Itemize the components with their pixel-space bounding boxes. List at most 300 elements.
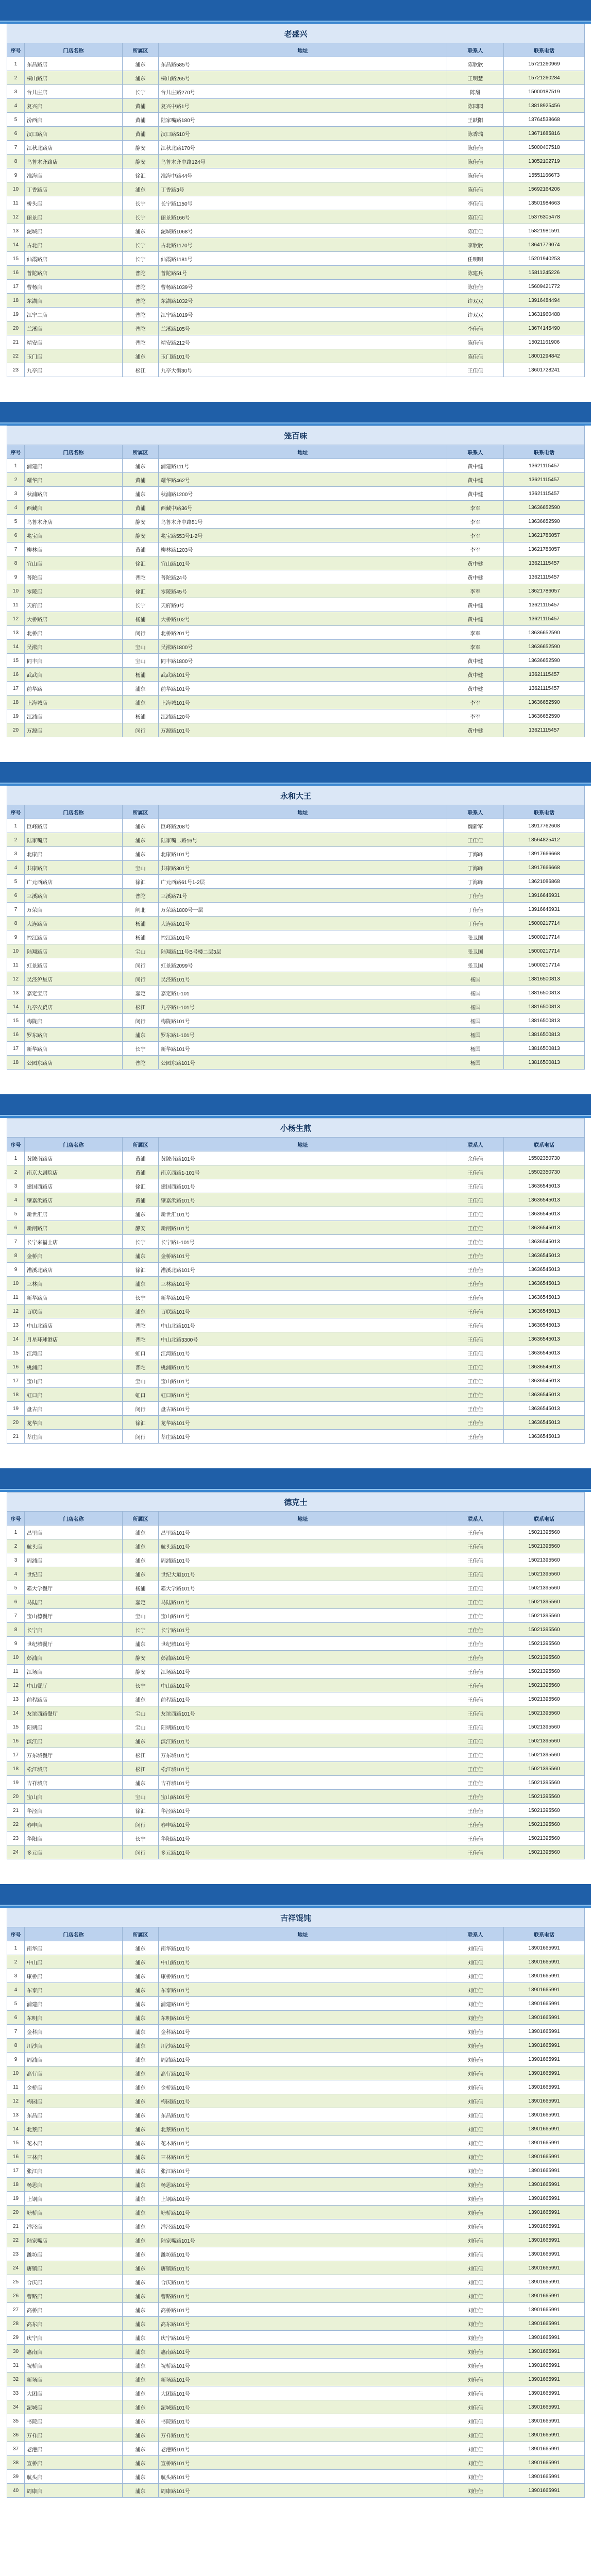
contact-phone: 13901665991: [504, 2289, 585, 2303]
contact-phone: 13901665991: [504, 2108, 585, 2122]
column-header: 所属区: [123, 43, 159, 57]
row-number: 6: [7, 2011, 25, 2025]
contact-person: 王佳佳: [447, 1179, 504, 1193]
contact-person: 魏新军: [447, 819, 504, 833]
address: 莘庄路101号: [159, 1430, 447, 1444]
contact-phone: 13901665991: [504, 2484, 585, 2498]
district: 浦东: [123, 2470, 159, 2484]
contact-person: 张卫国: [447, 958, 504, 972]
district: 闵行: [123, 972, 159, 986]
row-number: 19: [7, 308, 25, 321]
row-number: 11: [7, 958, 25, 972]
contact-phone: 13816500813: [504, 1028, 585, 1042]
district: 普陀: [123, 570, 159, 584]
store-name: 宝山店: [25, 1374, 123, 1388]
district: 长宁: [123, 210, 159, 224]
section-title: 永和大王: [7, 786, 585, 805]
row-number: 3: [7, 85, 25, 99]
row-number: 9: [7, 1637, 25, 1651]
table-row: [7, 1346, 585, 1360]
contact-person: 李军: [447, 584, 504, 598]
row-number: 30: [7, 2345, 25, 2359]
table-row: [7, 1553, 585, 1567]
table-row: [7, 501, 585, 515]
contact-person: 刘佳佳: [447, 2345, 504, 2359]
address: 阳朔路101号: [159, 1720, 447, 1734]
store-name: 桐山路店: [25, 71, 123, 85]
contact-person: 刘佳佳: [447, 1983, 504, 1997]
address: 万荣路1800号一层: [159, 903, 447, 917]
district: 浦东: [123, 2080, 159, 2094]
store-name: 吴淞店: [25, 640, 123, 654]
contact-person: 杨国: [447, 972, 504, 986]
row-number: 35: [7, 2414, 25, 2428]
contact-person: 刘佳佳: [447, 2192, 504, 2206]
contact-person: 张卫国: [447, 930, 504, 944]
district: 杨浦: [123, 612, 159, 626]
row-number: 14: [7, 238, 25, 252]
table-row: [7, 1249, 585, 1263]
store-name: 高行店: [25, 2066, 123, 2080]
address: 江湾路101号: [159, 1346, 447, 1360]
store-name: 友谊西路餐厅: [25, 1706, 123, 1720]
column-header: 联系电话: [504, 43, 585, 57]
district: 闵行: [123, 1845, 159, 1859]
address: 梅园路101号: [159, 2094, 447, 2108]
table-row: [7, 1997, 585, 2011]
store-name: 花木店: [25, 2136, 123, 2150]
row-number: 8: [7, 917, 25, 930]
contact-person: 王佳佳: [447, 1539, 504, 1553]
table-row: [7, 2484, 585, 2498]
contact-person: 李军: [447, 529, 504, 543]
row-number: 2: [7, 1955, 25, 1969]
store-name: 浦建店: [25, 459, 123, 473]
address: 宝山路101号: [159, 1790, 447, 1804]
district: 浦东: [123, 224, 159, 238]
contact-person: 李军: [447, 501, 504, 515]
section-title: 笼百味: [7, 426, 585, 445]
contact-phone: 13901665991: [504, 1983, 585, 1997]
table-row: [7, 1623, 585, 1637]
contact-phone: 13901665991: [504, 2470, 585, 2484]
address: 长宁路101号: [159, 1623, 447, 1637]
district: 普陀: [123, 1318, 159, 1332]
table-row: [7, 2400, 585, 2414]
store-name: 南京大剧院店: [25, 1165, 123, 1179]
contact-person: 陈香瑞: [447, 127, 504, 141]
row-number: 20: [7, 1790, 25, 1804]
contact-phone: 13636545013: [504, 1207, 585, 1221]
store-name: 丽景店: [25, 210, 123, 224]
table-row: [7, 2331, 585, 2345]
row-number: 10: [7, 2066, 25, 2080]
table-row: [7, 1776, 585, 1790]
district: 浦东: [123, 2150, 159, 2164]
contact-phone: 13901665991: [504, 2094, 585, 2108]
table-row: [7, 1165, 585, 1179]
contact-phone: 13636545013: [504, 1402, 585, 1416]
address: 周浦路101号: [159, 1553, 447, 1567]
contact-phone: 13901665991: [504, 2428, 585, 2442]
row-number: 5: [7, 1581, 25, 1595]
row-number: 19: [7, 709, 25, 723]
section-banner: [0, 0, 591, 24]
contact-person: 王佳佳: [447, 1790, 504, 1804]
store-name: 公园东路店: [25, 1056, 123, 1070]
contact-person: 刘佳佳: [447, 2039, 504, 2053]
district: 浦东: [123, 2219, 159, 2233]
address: 万东城101号: [159, 1748, 447, 1762]
address: 南华路101号: [159, 1941, 447, 1955]
contact-phone: 15021395560: [504, 1651, 585, 1665]
address: 中山北路3300号: [159, 1332, 447, 1346]
table-row: [7, 1277, 585, 1291]
store-name: 泥城店: [25, 224, 123, 238]
district: 黄浦: [123, 99, 159, 113]
store-section: [0, 402, 591, 737]
contact-person: 刘佳佳: [447, 2442, 504, 2456]
district: 静安: [123, 529, 159, 543]
table-row: [7, 1637, 585, 1651]
store-name: 梅陇店: [25, 1014, 123, 1028]
store-name: 滨江店: [25, 1734, 123, 1748]
row-number: 17: [7, 1748, 25, 1762]
store-name: 肇嘉浜路店: [25, 1193, 123, 1207]
store-name: 淮海店: [25, 168, 123, 182]
store-name: 书院店: [25, 2414, 123, 2428]
address: 前华路101号: [159, 682, 447, 696]
row-number: 7: [7, 543, 25, 556]
address: 江秋北路170号: [159, 141, 447, 155]
store-name: 世纪店: [25, 1567, 123, 1581]
contact-phone: 13636545013: [504, 1193, 585, 1207]
address: 大连路101号: [159, 917, 447, 930]
contact-phone: 13636545013: [504, 1249, 585, 1263]
contact-person: 王佳佳: [447, 1818, 504, 1832]
contact-person: 刘佳佳: [447, 2247, 504, 2261]
address: 桐山路265号: [159, 71, 447, 85]
contact-phone: 15021395560: [504, 1567, 585, 1581]
store-name: 台儿庄店: [25, 85, 123, 99]
store-name: 大桥路店: [25, 612, 123, 626]
store-name: 三林店: [25, 2150, 123, 2164]
row-number: 9: [7, 930, 25, 944]
contact-person: 刘佳佳: [447, 2359, 504, 2372]
store-name: 巨峰路店: [25, 819, 123, 833]
store-name: 万祥店: [25, 2428, 123, 2442]
district: 徐汇: [123, 1263, 159, 1277]
store-name: 天府店: [25, 598, 123, 612]
district: 长宁: [123, 238, 159, 252]
address: 罗东路1-101号: [159, 1028, 447, 1042]
contact-phone: 13621115457: [504, 487, 585, 501]
address: 长宁路1150号: [159, 196, 447, 210]
row-number: 4: [7, 99, 25, 113]
address: 曹路路101号: [159, 2289, 447, 2303]
address: 兰溪路105号: [159, 321, 447, 335]
store-name: 长宁店: [25, 1623, 123, 1637]
table-row: [7, 1318, 585, 1332]
district: 黄浦: [123, 1151, 159, 1165]
contact-person: 刘佳佳: [447, 2331, 504, 2345]
contact-phone: 13636545013: [504, 1291, 585, 1304]
contact-phone: 13901665991: [504, 2359, 585, 2372]
contact-person: 李欣欣: [447, 238, 504, 252]
district: 松江: [123, 363, 159, 377]
table-row: [7, 2011, 585, 2025]
store-name: 周康店: [25, 2484, 123, 2498]
row-number: 6: [7, 127, 25, 141]
store-name: 新华路店: [25, 1291, 123, 1304]
district: 静安: [123, 515, 159, 529]
address: 零陵路45号: [159, 584, 447, 598]
row-number: 5: [7, 515, 25, 529]
address: 高行路101号: [159, 2066, 447, 2080]
row-number: 33: [7, 2386, 25, 2400]
table-row: [7, 196, 585, 210]
column-header: 序号: [7, 43, 25, 57]
address: 吴淞路1800号: [159, 640, 447, 654]
store-name: 南华店: [25, 1941, 123, 1955]
contact-person: 刘佳佳: [447, 1955, 504, 1969]
store-name: 周浦店: [25, 2053, 123, 2066]
table-row: [7, 2275, 585, 2289]
contact-phone: 13917666668: [504, 847, 585, 861]
row-number: 24: [7, 1845, 25, 1859]
address: 华阳路101号: [159, 1832, 447, 1845]
contact-phone: 13621786057: [504, 584, 585, 598]
row-number: 13: [7, 2108, 25, 2122]
table-row: [7, 861, 585, 875]
contact-phone: 15551166673: [504, 168, 585, 182]
row-number: 18: [7, 696, 25, 709]
address: 长宁路1-101号: [159, 1235, 447, 1249]
store-name: 新闸路店: [25, 1221, 123, 1235]
district: 宝山: [123, 1706, 159, 1720]
contact-person: 王佳佳: [447, 1706, 504, 1720]
column-header: 所属区: [123, 1512, 159, 1526]
column-header: 联系电话: [504, 1927, 585, 1941]
table-row: [7, 349, 585, 363]
table-row: [7, 986, 585, 1000]
address: 盘古路101号: [159, 1402, 447, 1416]
row-number: 23: [7, 363, 25, 377]
contact-phone: 13901665991: [504, 1955, 585, 1969]
address: 万源路101号: [159, 723, 447, 737]
table-row: [7, 2303, 585, 2317]
contact-phone: 13621086868: [504, 875, 585, 889]
contact-person: 刘佳佳: [447, 2011, 504, 2025]
contact-phone: 15000217714: [504, 944, 585, 958]
contact-phone: 13818925456: [504, 99, 585, 113]
contact-phone: 15021395560: [504, 1706, 585, 1720]
district: 浦东: [123, 2192, 159, 2206]
address: 新闸路101号: [159, 1221, 447, 1235]
contact-phone: 15021395560: [504, 1776, 585, 1790]
column-header: 联系人: [447, 445, 504, 459]
district: 浦东: [123, 2442, 159, 2456]
address: 复兴中路1号: [159, 99, 447, 113]
address: 梅陇路101号: [159, 1014, 447, 1028]
table-row: [7, 2345, 585, 2359]
district: 浦东: [123, 2289, 159, 2303]
contact-phone: 13621115457: [504, 556, 585, 570]
contact-person: 陈佳佳: [447, 182, 504, 196]
table-row: [7, 1056, 585, 1070]
row-number: 1: [7, 1526, 25, 1539]
store-name: 东湖店: [25, 294, 123, 308]
row-number: 22: [7, 349, 25, 363]
district: 长宁: [123, 1235, 159, 1249]
table-row: [7, 1581, 585, 1595]
district: 长宁: [123, 1291, 159, 1304]
contact-phone: 13901665991: [504, 1969, 585, 1983]
contact-phone: 13764538668: [504, 113, 585, 127]
district: 静安: [123, 1651, 159, 1665]
contact-person: 陈佳佳: [447, 224, 504, 238]
column-header: 联系电话: [504, 1138, 585, 1151]
district: 浦东: [123, 2066, 159, 2080]
store-name: 高东店: [25, 2317, 123, 2331]
contact-phone: 13621115457: [504, 668, 585, 682]
district: 普陀: [123, 1332, 159, 1346]
section-gap: [0, 377, 591, 402]
row-number: 3: [7, 1179, 25, 1193]
table-row: [7, 1818, 585, 1832]
contact-person: 王佳佳: [447, 1776, 504, 1790]
address: 漕溪北路101号: [159, 1263, 447, 1277]
table-row: [7, 487, 585, 501]
table-row: [7, 1291, 585, 1304]
store-name: 秋浦路店: [25, 487, 123, 501]
table-row: [7, 2066, 585, 2080]
row-number: 9: [7, 2053, 25, 2066]
table-row: [7, 570, 585, 584]
address: 新华路101号: [159, 1042, 447, 1056]
store-name: 杨思店: [25, 2178, 123, 2192]
address: 彭浦路101号: [159, 1651, 447, 1665]
row-number: 39: [7, 2470, 25, 2484]
store-name: 兆宝店: [25, 529, 123, 543]
store-section: [0, 1884, 591, 2498]
address: 马陆路101号: [159, 1595, 447, 1609]
column-header: 联系人: [447, 1138, 504, 1151]
store-name: 仙霞路店: [25, 252, 123, 266]
district: 闵行: [123, 723, 159, 737]
store-name: 华阳店: [25, 1832, 123, 1845]
address: 浦建路101号: [159, 1997, 447, 2011]
store-name: 世纪城餐厅: [25, 1637, 123, 1651]
row-number: 5: [7, 1997, 25, 2011]
row-number: 13: [7, 986, 25, 1000]
address: 丁香路3号: [159, 182, 447, 196]
table-row: [7, 2122, 585, 2136]
contact-phone: 13601728241: [504, 363, 585, 377]
district: 浦东: [123, 2178, 159, 2192]
address: 友谊西路101号: [159, 1706, 447, 1720]
store-name: 汉口路店: [25, 127, 123, 141]
district: 浦东: [123, 459, 159, 473]
address: 玉门路101号: [159, 349, 447, 363]
contact-phone: 13636545013: [504, 1416, 585, 1430]
contact-phone: 13901665991: [504, 2039, 585, 2053]
address: 东泰路101号: [159, 1983, 447, 1997]
row-number: 28: [7, 2317, 25, 2331]
row-number: 17: [7, 682, 25, 696]
table-row: [7, 280, 585, 294]
contact-person: 黄中健: [447, 570, 504, 584]
contact-person: 黄中健: [447, 668, 504, 682]
table-row: [7, 584, 585, 598]
contact-person: 陈甜: [447, 85, 504, 99]
table-row: [7, 2289, 585, 2303]
row-number: 11: [7, 2080, 25, 2094]
contact-person: 王佳佳: [447, 1221, 504, 1235]
contact-person: 杨国: [447, 1014, 504, 1028]
table-row: [7, 2080, 585, 2094]
row-number: 18: [7, 1056, 25, 1070]
row-number: 16: [7, 1360, 25, 1374]
district: 长宁: [123, 1042, 159, 1056]
contact-phone: 13917666668: [504, 861, 585, 875]
district: 徐汇: [123, 1804, 159, 1818]
row-number: 17: [7, 1374, 25, 1388]
contact-phone: 13901665991: [504, 2053, 585, 2066]
section-title: 吉祥馄饨: [7, 1908, 585, 1927]
contact-phone: 13621115457: [504, 459, 585, 473]
contact-person: 陈佳佳: [447, 280, 504, 294]
row-number: 34: [7, 2400, 25, 2414]
contact-phone: 13636652590: [504, 501, 585, 515]
contact-person: 刘佳佳: [447, 2400, 504, 2414]
contact-person: 陈佳佳: [447, 335, 504, 349]
store-name: 北桥店: [25, 626, 123, 640]
store-name: 长宁来福士店: [25, 1235, 123, 1249]
table-row: [7, 1734, 585, 1748]
column-header: 序号: [7, 445, 25, 459]
contact-phone: 13816500813: [504, 1056, 585, 1070]
table-row: [7, 2025, 585, 2039]
row-number: 11: [7, 196, 25, 210]
address: 北蔡路101号: [159, 2122, 447, 2136]
row-number: 15: [7, 1346, 25, 1360]
district: 浦东: [123, 2261, 159, 2275]
table-row: [7, 1748, 585, 1762]
contact-phone: 15811245226: [504, 266, 585, 280]
row-number: 18: [7, 1762, 25, 1776]
row-number: 5: [7, 1207, 25, 1221]
row-number: 15: [7, 654, 25, 668]
address: 前程路101号: [159, 1692, 447, 1706]
contact-person: 王佳佳: [447, 1665, 504, 1679]
contact-person: 许双双: [447, 294, 504, 308]
store-name: 金科店: [25, 2025, 123, 2039]
contact-phone: 13636652590: [504, 515, 585, 529]
store-name: 上钢店: [25, 2192, 123, 2206]
table-row: [7, 2108, 585, 2122]
table-row: [7, 529, 585, 543]
contact-person: 刘佳佳: [447, 2289, 504, 2303]
store-name: 鸟鲁木齐店: [25, 515, 123, 529]
store-name: 万荣店: [25, 903, 123, 917]
table-header-row: [7, 445, 585, 459]
address: 大桥路102号: [159, 612, 447, 626]
contact-person: 刘佳佳: [447, 2261, 504, 2275]
district: 浦东: [123, 2025, 159, 2039]
district: 浦东: [123, 1776, 159, 1790]
district: 浦东: [123, 2484, 159, 2498]
